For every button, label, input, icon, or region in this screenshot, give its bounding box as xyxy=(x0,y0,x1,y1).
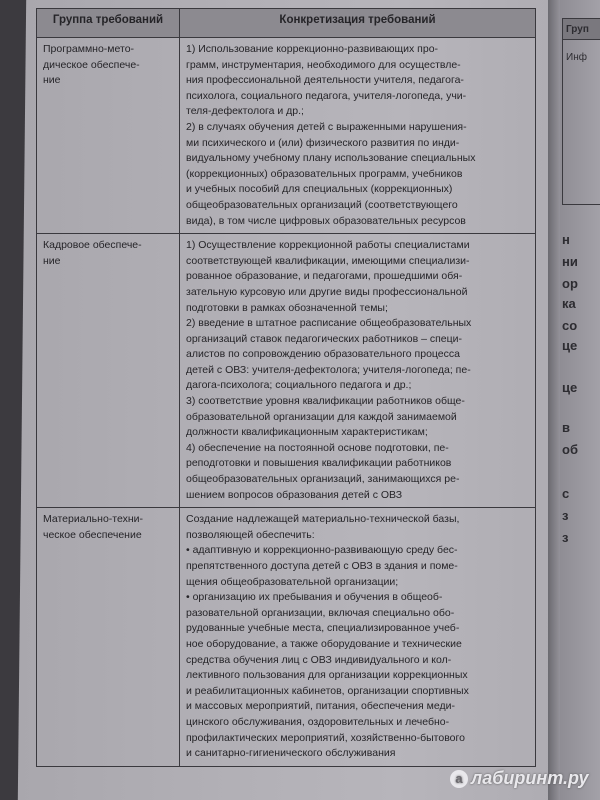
group-line: дическое обеспече- xyxy=(43,58,140,71)
next-page-fragment: н xyxy=(562,232,570,247)
details-cell xyxy=(180,508,536,767)
group-line: ние xyxy=(43,74,61,87)
details-line: ми психического и (или) физического развития по инди- xyxy=(186,136,460,149)
details-line: шением вопросов образования детей с ОВЗ xyxy=(186,488,403,501)
details-line: должности квалификационным характеристикам; xyxy=(186,426,428,439)
next-page-fragment: со xyxy=(562,318,578,333)
next-page-fragment: з xyxy=(562,508,569,523)
details-line: 4) обеспечение на постоянной основе подготовки, пе- xyxy=(186,441,449,454)
details-line: реподготовки и повышения квалификации работников xyxy=(186,457,452,470)
details-cell xyxy=(180,234,536,508)
details-line: психолога, социального педагога, учителя-логопеда, учи- xyxy=(186,89,467,102)
details-line: ния профессиональной деятельности учителя, педагога- xyxy=(186,74,464,87)
details-line: разовательной организации, включая специально обо- xyxy=(186,606,455,619)
group-line: ческое обеспечение xyxy=(43,528,142,541)
details-line: и учебных пособий для специальных (коррекционных) xyxy=(186,183,453,196)
details-cell xyxy=(180,38,536,234)
details-line: общеобразовательных организаций, занимающихся ре- xyxy=(186,473,460,486)
details-line: и массовых мероприятий, питания, обеспечения меди- xyxy=(186,700,455,713)
requirements-table xyxy=(36,8,536,767)
next-page-fragment: ор xyxy=(562,276,578,291)
details-line: организаций ставок педагогических работников – специ- xyxy=(186,332,462,345)
details-line: общеобразовательных организаций (соответствующего xyxy=(186,198,458,211)
next-page-fragment: це xyxy=(562,380,578,395)
next-page-fragment: ни xyxy=(562,254,578,269)
details-line: 2) введение в штатное расписание общеобразовательных xyxy=(186,317,472,330)
next-page-fragment: з xyxy=(562,530,569,545)
labirint-logo-icon: а xyxy=(450,770,468,788)
details-line: дагога-психолога; социального педагога и др.; xyxy=(186,379,412,392)
details-line: препятственного доступа детей с ОВЗ в здания и поме- xyxy=(186,560,458,572)
details-line: позволяющей обеспечить: xyxy=(186,528,315,541)
group-cell xyxy=(37,38,180,234)
table-row xyxy=(37,508,536,767)
details-line: зательную курсовую или другие виды профессиональной xyxy=(186,285,468,298)
details-line: алистов по сопровождению образовательного процесса xyxy=(186,348,460,361)
group-line: Кадровое обеспече- xyxy=(43,239,142,252)
next-page-fragment: об xyxy=(562,442,578,457)
details-line: ное оборудование, а также оборудование и технические xyxy=(186,637,462,650)
details-line: 1) Осуществление коррекционной работы специалистами xyxy=(186,239,470,252)
details-line: подготовки в рамках обозначенной темы; xyxy=(186,301,388,314)
column-header-group: Группа требований xyxy=(37,9,180,38)
next-page-fragment: ка xyxy=(562,296,576,311)
details-line: грамм, инструментария, необходимого для осуществле- xyxy=(186,58,461,71)
details-line: и реабилитационных кабинетов, организации спортивных xyxy=(186,684,469,697)
next-page-table-header: Груп xyxy=(562,18,600,40)
site-watermark xyxy=(450,768,589,789)
column-header-details: Конкретизация требований xyxy=(180,9,536,38)
details-line: 1) Использование коррекционно-развивающих про- xyxy=(186,43,439,55)
details-line: вида), в том числе цифровых образовательных ресурсов xyxy=(186,214,466,227)
details-line: образовательной организации для каждой занимаемой xyxy=(186,410,457,423)
details-line: лективного пользования для организации коррекционных xyxy=(186,669,468,682)
details-line: (коррекционных) образовательных программ, учебников xyxy=(186,167,463,180)
next-page-fragment: в xyxy=(562,420,570,435)
details-line: Создание надлежащей материально-технической базы, xyxy=(186,513,460,526)
details-line: 3) соответствие уровня квалификации работников обще- xyxy=(186,395,465,408)
group-line: Программно-мето- xyxy=(43,43,135,55)
details-line: • адаптивную и коррекционно-развивающую среду бес- xyxy=(186,544,458,557)
table-row xyxy=(37,234,536,508)
details-line: • организацию их пребывания и обучения в общеоб- xyxy=(186,591,443,604)
next-page-edge xyxy=(560,0,600,800)
details-line: рованное образование, и педагогами, прошедшими обя- xyxy=(186,270,463,283)
details-line: средства обучения лиц с ОВЗ индивидуального и кол- xyxy=(186,653,452,666)
watermark-text: лабиринт.ру xyxy=(471,768,589,788)
next-page-fragment: с xyxy=(562,486,570,501)
details-line: соответствующей квалификации, имеющими специализи- xyxy=(186,254,470,267)
group-cell xyxy=(37,234,180,508)
details-line: детей с ОВЗ: учителя-дефектолога; учителя-логопеда; пе- xyxy=(186,363,471,376)
group-cell xyxy=(37,508,180,767)
details-line: 2) в случаях обучения детей с выраженными нарушения- xyxy=(186,120,467,133)
details-line: цинского обслуживания, оздоровительных и лечебно- xyxy=(186,715,450,728)
details-line: рудованные учебные места, специализированное учеб- xyxy=(186,622,460,635)
next-page-table-cell: Инф xyxy=(562,40,600,205)
details-line: теля-дефектолога и др.; xyxy=(186,105,304,118)
next-page-fragment: це xyxy=(562,338,578,353)
table-header-row xyxy=(37,9,536,38)
group-line: Материально-техни- xyxy=(43,513,143,526)
table-row xyxy=(37,38,536,234)
group-line: ние xyxy=(43,254,61,267)
details-line: щения общеобразовательной организации; xyxy=(186,575,399,588)
details-line: и санитарно-гигиенического обслуживания xyxy=(186,747,396,760)
details-line: профилактических мероприятий, хозяйственно-бытового xyxy=(186,731,465,744)
details-line: видуальному учебному плану использование специальных xyxy=(186,152,476,165)
